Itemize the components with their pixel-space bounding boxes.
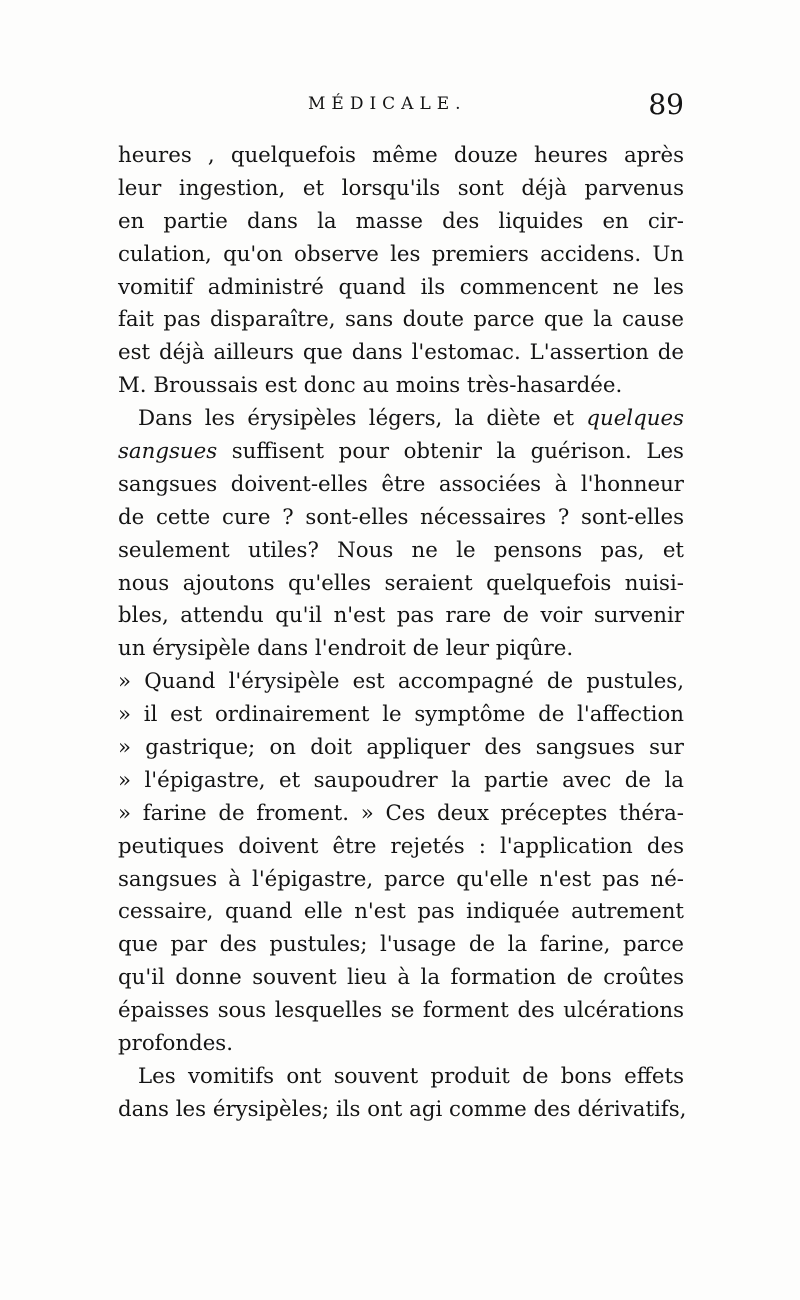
- text-line: [118, 699, 684, 732]
- text-line: [118, 502, 684, 535]
- text-segment: sangsues à l'épigastre, parce qu'elle n'est pas né-: [118, 866, 684, 892]
- text-line: [118, 798, 684, 831]
- text-line: [118, 1061, 684, 1094]
- text-segment: qu'il donne souvent lieu à la formation de croûtes: [118, 965, 684, 991]
- text-segment: culation, qu'on observe les premiers accidens. Un: [118, 241, 684, 267]
- text-segment: Dans les érysipèles légers, la diète et: [138, 406, 587, 432]
- text-line: [118, 864, 684, 897]
- text-line: [118, 535, 684, 568]
- body-text: [118, 140, 687, 1127]
- text-segment: en partie dans la masse des liquides en cir-: [118, 208, 684, 234]
- text-segment: que par des pustules; l'usage de la farine, parce: [118, 932, 684, 958]
- text-line: [118, 831, 684, 864]
- text-line: [118, 272, 684, 305]
- text-segment: bles, attendu qu'il n'est pas rare de voir survenir: [118, 603, 684, 629]
- text-segment: » Quand l'érysipèle est accompagné de pustules,: [118, 669, 684, 695]
- text-line: [118, 403, 684, 436]
- text-line: [118, 633, 684, 666]
- text-line: [118, 370, 684, 403]
- text-segment: nous ajoutons qu'elles seraient quelquefois nuisi-: [118, 570, 684, 596]
- text-segment: sangsues doivent-elles être associées à l'honneur: [118, 471, 684, 497]
- text-line: [118, 337, 684, 370]
- text-segment: peutiques doivent être rejetés : l'application des: [118, 833, 684, 859]
- text-segment: » gastrique; on doit appliquer des sangsues sur: [118, 735, 684, 761]
- text-line: [118, 173, 684, 206]
- text-segment: suffisent pour obtenir la guérison. Les: [217, 439, 684, 465]
- text-line: [118, 469, 684, 502]
- text-line: [118, 896, 684, 929]
- text-line: [118, 995, 684, 1028]
- text-line: [118, 600, 684, 633]
- text-segment: vomitif administré quand ils commencent ne les: [118, 274, 684, 300]
- text-segment: » il est ordinairement le symptôme de l'affection: [118, 702, 684, 728]
- text-segment: dans les érysipèles; ils ont agi comme des dérivatifs,: [118, 1096, 687, 1122]
- text-line: [118, 206, 684, 239]
- text-segment: de cette cure ? sont-elles nécessaires ? sont-elles: [118, 504, 684, 530]
- text-line: [118, 140, 684, 173]
- text-segment: M. Broussais est donc au moins très-hasardée.: [118, 373, 623, 399]
- text-line: [118, 436, 684, 469]
- text-segment: épaisses sous lesquelles se forment des ulcérations: [118, 998, 684, 1024]
- italic-text: quelques: [586, 406, 684, 432]
- text-line: [118, 732, 684, 765]
- text-line: [118, 1094, 687, 1127]
- text-line: [118, 765, 684, 798]
- text-line: [118, 666, 684, 699]
- text-line: [118, 304, 684, 337]
- page-header: [118, 88, 684, 128]
- text-line: [118, 568, 684, 601]
- text-segment: seulement utiles? Nous ne le pensons pas, et: [118, 537, 684, 563]
- text-segment: leur ingestion, et lorsqu'ils sont déjà parvenus: [118, 175, 684, 201]
- text-line: [118, 962, 684, 995]
- text-line: [118, 929, 684, 962]
- text-segment: heures , quelquefois même douze heures après: [118, 143, 684, 168]
- text-line: [118, 1028, 684, 1061]
- text-segment: cessaire, quand elle n'est pas indiquée autrement: [118, 899, 684, 925]
- text-segment: est déjà ailleurs que dans l'estomac. L'assertion de: [118, 340, 684, 366]
- text-segment: un érysipèle dans l'endroit de leur piqûre.: [118, 636, 574, 662]
- text-line: [118, 239, 684, 272]
- italic-text: sangsues: [118, 439, 218, 465]
- running-title: MÉDICALE.: [308, 94, 467, 114]
- text-segment: fait pas disparaître, sans doute parce que la cause: [118, 307, 684, 333]
- text-segment: profondes.: [118, 1031, 233, 1057]
- page-number: 89: [648, 88, 684, 121]
- text-segment: » l'épigastre, et saupoudrer la partie avec de la: [118, 767, 684, 793]
- text-segment: Les vomitifs ont souvent produit de bons effets: [138, 1063, 684, 1089]
- text-segment: » farine de froment. » Ces deux préceptes théra-: [118, 800, 684, 826]
